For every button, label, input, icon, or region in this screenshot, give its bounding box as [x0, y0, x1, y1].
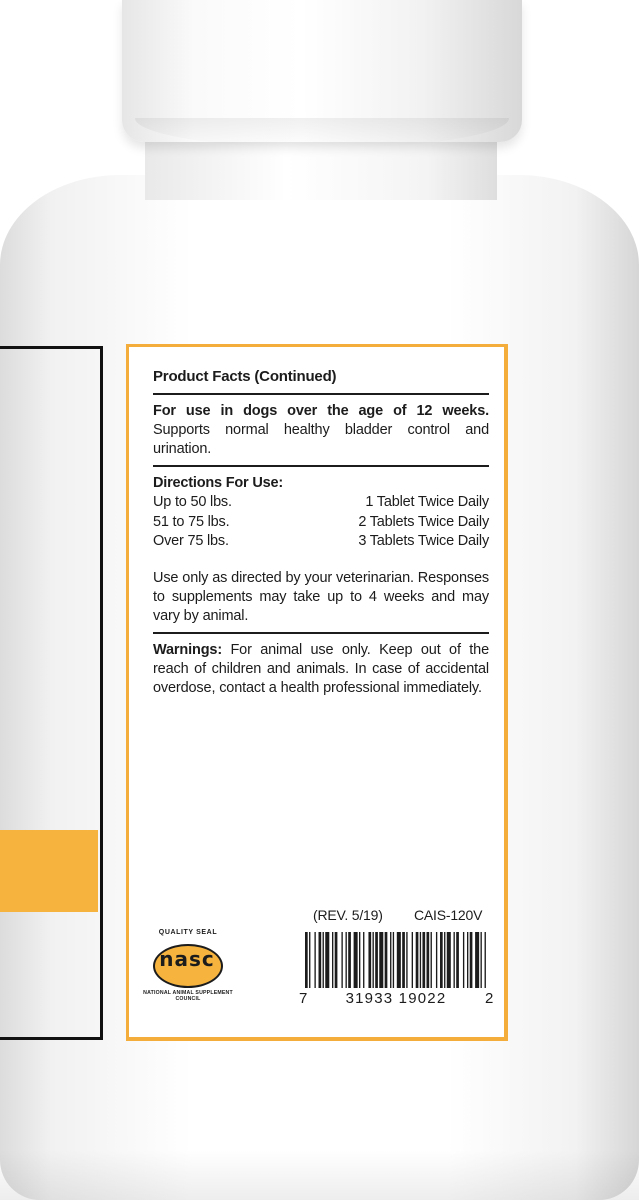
warnings-paragraph — [153, 641, 489, 698]
usage-paragraph — [153, 402, 489, 459]
dosage-amount: 3 Tablets Twice Daily — [358, 533, 489, 549]
dosage-row — [153, 513, 489, 533]
front-label-orange-stripe — [0, 830, 98, 912]
dosage-weight: 51 to 75 lbs. — [153, 513, 230, 530]
divider — [153, 632, 489, 634]
back-label-content — [153, 367, 489, 698]
directions-heading: Directions For Use: — [153, 475, 283, 491]
divider — [153, 393, 489, 395]
barcode-first-digit: 7 — [299, 990, 308, 1007]
label-title: Product Facts (Continued) — [153, 368, 337, 385]
nasc-quality-seal — [143, 927, 233, 1017]
bottle-bottom-shade — [0, 1150, 639, 1200]
dosage-weight: Over 75 lbs. — [153, 533, 229, 549]
dosage-row — [153, 493, 489, 513]
front-label-edge — [0, 346, 103, 1040]
barcode — [299, 932, 494, 1007]
dosage-amount: 2 Tablets Twice Daily — [358, 513, 489, 530]
revision-text: (REV. 5/19) — [313, 907, 383, 923]
divider — [153, 465, 489, 467]
back-label — [126, 344, 508, 1041]
barcode-digits — [299, 990, 493, 1007]
barcode-middle-digits: 31933 19022 — [345, 990, 447, 1007]
warnings-label: Warnings: — [153, 641, 222, 658]
usage-text: Supports normal healthy bladder control and urination. — [153, 422, 489, 457]
dosage-amount: 1 Tablet Twice Daily — [365, 494, 489, 510]
dosage-weight: Up to 50 lbs. — [153, 494, 232, 510]
usage-bold-text: For use in dogs over the age of 12 weeks. — [153, 403, 489, 419]
product-code: CAIS-120V — [414, 907, 483, 923]
seal-logo-word: nasc — [159, 947, 215, 971]
seal-top-text: QUALITY SEAL — [158, 929, 218, 936]
dosage-row — [153, 532, 489, 552]
vet-note: Use only as directed by your veterinarian. Responses to supplements may take up to 4 weeks and may vary by animal. — [153, 569, 489, 624]
barcode-last-digit: 2 — [484, 990, 494, 1007]
warnings-text: For animal use only. Keep out of the reach of children and animals. In case of accidental overdose, contact a health professional immediately. — [153, 641, 489, 696]
barcode-bars — [299, 932, 493, 988]
seal-bottom-text: NATIONAL ANIMAL SUPPLEMENT COUNCIL — [143, 990, 233, 1002]
bottle-neck — [145, 140, 497, 200]
